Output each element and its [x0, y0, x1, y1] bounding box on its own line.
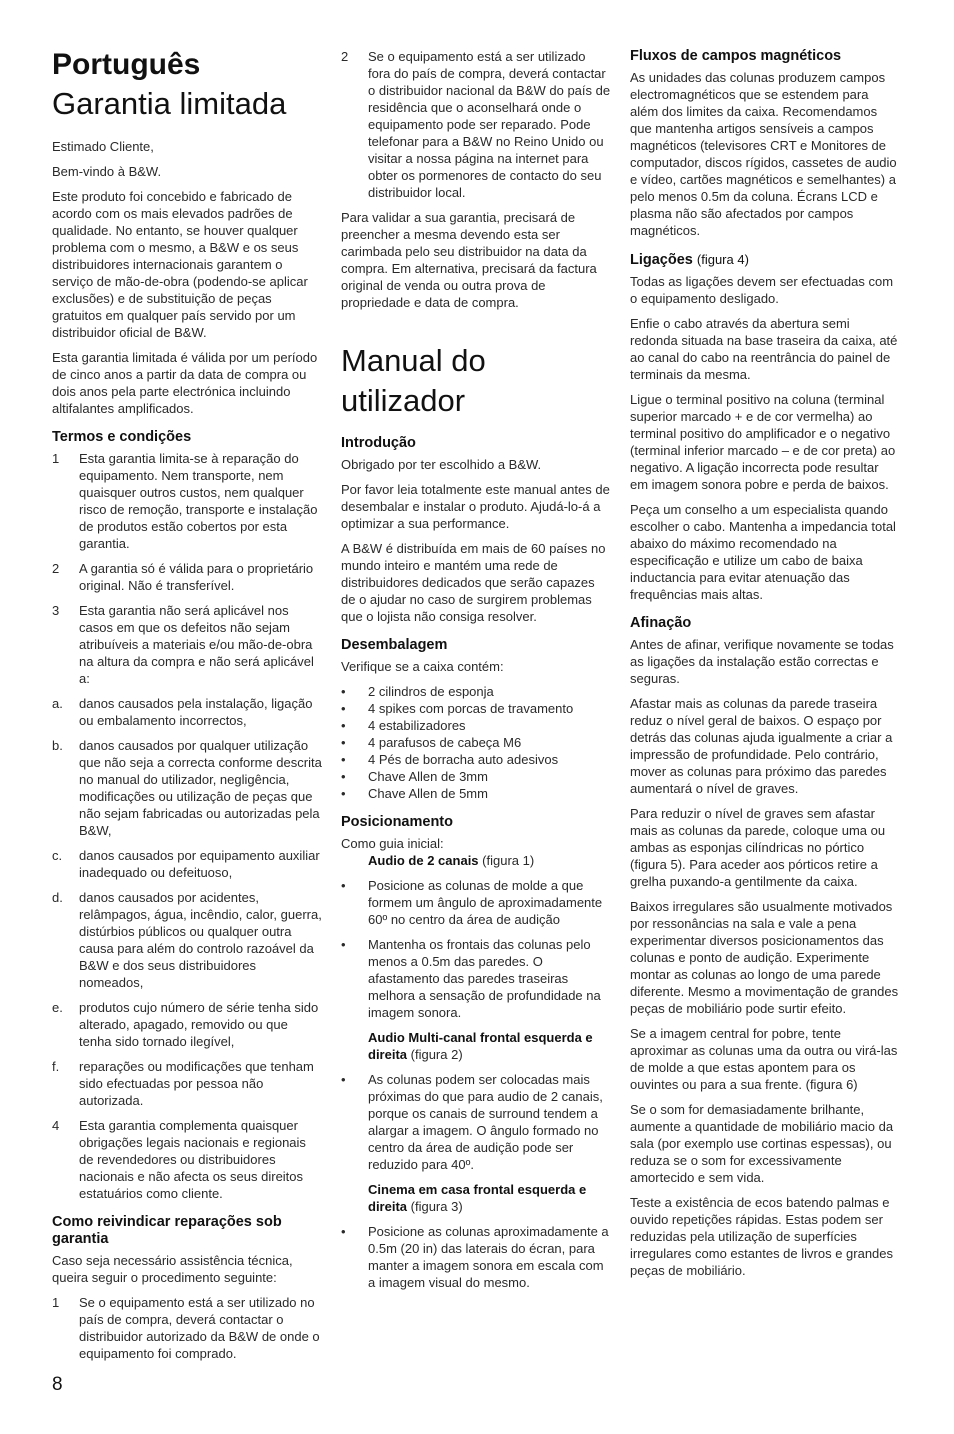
claim-heading: Como reivindicar reparações sob garantia [52, 1214, 282, 1247]
list-item: • 4 Pés de borracha auto adesivos [341, 752, 559, 767]
column-1 [52, 48, 322, 1370]
list-item: • 2 cilindros de esponja [341, 684, 494, 699]
tuning-paragraph: Teste a existência de ecos batendo palmas e ouvido repetições rápidas. Estas podem ser reduzidas pela utilização de superfícies irregulares como estantes de livros e grandes peças de mobiliário. [630, 1195, 894, 1278]
intro-paragraph: Por favor leia totalmente este manual antes de desembalar e instalar o produto. Ajudá-lo-á a optimizar a sua performance. [341, 482, 610, 531]
terms-item: 1 Esta garantia limita-se à reparação do equipamento. Nem transporte, nem quaisquer outros custos, nem qualquer risco de remoção, transporte e instalação de produtos estão cobertos por esta garantia. [52, 451, 318, 551]
list-item: • 4 estabilizadores [341, 718, 466, 733]
claim-intro: Caso seja necessário assistência técnica, queira seguir o procedimento seguinte: [52, 1253, 293, 1285]
multichannel-subheading: Audio Multi-canal frontal esquerda e direita (figura 2) [368, 1030, 593, 1062]
column-2 [341, 48, 611, 1299]
positioning-heading: Posicionamento [341, 814, 453, 830]
terms-item: 4 Esta garantia complementa quaisquer obrigações legais nacionais e regionais de revendedores ou distribuidores nacionais e não afecta os seus direitos estatuários como cliente. [52, 1118, 306, 1201]
cinema-subheading: Cinema em casa frontal esquerda e direita (figura 3) [368, 1182, 587, 1214]
claim-item: 2 Se o equipamento está a ser utilizado fora do país de compra, deverá contactar o distribuidor nacional da B&W do país de residência que o aconselhará onde o equipamento pode ser reparado. Pode telefonar para a B&W no Reino Unido ou visitar a nossa página na internet para obter os pormenores de contacto do seu distribuidor local. [341, 49, 611, 200]
claim-item: 1 Se o equipamento está a ser utilizado no país de compra, deverá contactar o distribuidor autorizado da B&W de onde o equipamento foi comprado. [52, 1295, 320, 1361]
audio2-subheading: Audio de 2 canais (figura 1) [368, 853, 535, 868]
list-item: • 4 parafusos de cabeça M6 [341, 735, 522, 750]
connections-paragraph: Peça um conselho a um especialista quando escolher o cabo. Mantenha a impedancia total abaixo do máximo recomendado na especificação e utilize um cabo de baixa inductancia para evitar atenuação das frequências mais altas. [630, 502, 896, 602]
connections-paragraph: Ligue o terminal positivo na coluna (terminal superior marcado + e de cor vermelha) ao terminal positivo do amplificador e o negativo (terminal inferior marcado – e de cor preta) ao negativo. A ligação incorrecta pode resultar em imagem sonora pobre e perda de baixos. [630, 392, 896, 492]
intro-paragraph: Obrigado por ter escolhido a B&W. [341, 457, 542, 472]
column-3 [630, 48, 900, 1287]
intro-paragraph: A B&W é distribuída em mais de 60 países no mundo inteiro e mantém uma rede de distribuidores dedicados que serão capazes de o ajudar no caso de surgirem problemas que o lojista não consiga resolver. [341, 541, 606, 624]
connections-heading: Ligações (figura 4) [630, 252, 749, 268]
list-item: • As colunas podem ser colocadas mais próximas do que para audio de 2 canais, porque os canais de surround tendem a alargar a imagem. O ângulo formado no centro da área de audição pode ser reduzido para 40º. [341, 1072, 603, 1172]
manual-title: Manual do utilizador [341, 343, 486, 418]
tuning-paragraph: Afastar mais as colunas da parede traseira reduz o nível geral de baixos. O espaço por detrás das colunas ajuda igualmente a criar a impressão de profundidade. Pelo contrário, mover as colunas para próximo das paredes aumentará o nível de graves. [630, 696, 893, 796]
terms-item: d. danos causados por acidentes, relâmpagos, água, incêndio, calor, guerra, distúrbios públicos ou qualquer outra causa para além do controlo razoável da B&W e dos seus distribuidores nomeados, [52, 890, 322, 990]
tuning-paragraph: Baixos irregulares são usualmente motivados por ressonâncias na sala e vale a pena experimentar diversos posicionamentos das colunas e ponto de audição. Experimente montar as colunas ao longo de uma parede diferente. Mesmo a movimentação de grandes peças de mobiliário pode surtir efeito. [630, 899, 899, 1016]
warranty-intro: Este produto foi concebido e fabricado de acordo com os mais elevados padrões de qualidade. No entanto, se houver qualquer problema com o mesmo, a B&W e os seus distribuidores internacionais garantem o serviço de mão-de-obra (podendo-se aplicar exclusões) e de substituição de peças gratuitos em qualquer país servido por um distribuidor oficial de B&W. [52, 189, 308, 340]
terms-item: b. danos causados por qualquer utilização que não seja a correcta conforme descrita no manual do utilizador, negligência, modificações ou utilização de peças que não sejam fabricadas ou autorizadas pela B&W, [52, 738, 322, 838]
list-item: • 4 spikes com porcas de travamento [341, 701, 574, 716]
terms-item: e. produtos cujo número de série tenha sido alterado, apagado, removido ou que tenha sido tornado ilegível, [52, 1000, 319, 1049]
tuning-paragraph: Antes de afinar, verifique novamente se todas as ligações da instalação estão correctas e seguras. [630, 637, 894, 686]
tuning-paragraph: Para reduzir o nível de graves sem afastar mais as colunas da parede, coloque uma ou ambas as esponjas cilíndricas no pórtico (figura 5). Para aceder aos pórticos retire a grelha puxando-a gentilmente da caixa. [630, 806, 886, 889]
unpack-intro: Verifique se a caixa contém: [341, 659, 504, 674]
terms-list [52, 450, 322, 1202]
terms-item: f. reparações ou modificações que tenham sido efectuadas por pessoa não autorizada. [52, 1059, 314, 1108]
tuning-paragraph: Se a imagem central for pobre, tente aproximar as colunas uma da outra ou virá-las de molde a que estas apontem para os ouvintes ou para a sua frente. (figura 6) [630, 1026, 898, 1092]
magnetic-paragraph: As unidades das colunas produzem campos electromagnéticos que se estendem para além dos limites da caixa. Recomendamos que mantenha artigos sensíveis a campos magnéticos (televisores CRT e Monitores de computador, discos rígidos, cassetes de audio e vídeo, cartões magnéticos e semelhantes) a pelo menos 0.5m da coluna. Écrans LCD e plasma não são afectados por campos magnéticos. [630, 70, 897, 238]
list-item: • Chave Allen de 5mm [341, 786, 488, 801]
validate-paragraph: Para validar a sua garantia, precisará de preencher a mesma devendo esta ser carimbada pelo seu distribuidor na data da compra. Em alternativa, precisará da factura original de venda ou outra prova de propriedade e data de compra. [341, 210, 597, 310]
intro-heading: Introdução [341, 435, 416, 451]
unpack-list [341, 683, 611, 802]
positioning-intro: Como guia inicial: [341, 836, 444, 851]
list-item: • Posicione as colunas aproximadamente a 0.5m (20 in) das laterais do écran, para manter a imagem sonora em escala com a imagem visual do mesmo. [341, 1224, 609, 1290]
page-number: 8 [52, 1374, 63, 1395]
terms-item: 2 A garantia só é válida para o proprietário original. Não é transferível. [52, 561, 314, 593]
list-item: • Posicione as colunas de molde a que formem um ângulo de aproximadamente 60º no centro da área de audição [341, 878, 603, 927]
list-item: • Chave Allen de 3mm [341, 769, 488, 784]
connections-paragraph: Enfie o cabo através da abertura semi redonda situada na base traseira da caixa, até ao canal do cabo na reentrância do painel de terminais da mesma. [630, 316, 898, 382]
list-item: • Mantenha os frontais das colunas pelo menos a 0.5m das paredes. O afastamento das paredes traseiras melhora a sensação de profundidade na imagem sonora. [341, 937, 601, 1020]
warranty-title: Garantia limitada [52, 86, 287, 121]
language-heading: Português [52, 48, 201, 81]
salutation: Estimado Cliente, [52, 139, 154, 154]
connections-paragraph: Todas as ligações devem ser efectuadas com o equipamento desligado. [630, 274, 894, 306]
warranty-period: Esta garantia limitada é válida por um período de cinco anos a partir da data de compra ou dois anos pela parte electrónica incluindo altifalantes amplificados. [52, 350, 318, 416]
terms-item: a. danos causados pela instalação, ligação ou embalamento incorrectos, [52, 696, 313, 728]
terms-item: c. danos causados por equipamento auxiliar inadequado ou defeituoso, [52, 848, 320, 880]
terms-item: 3 Esta garantia não será aplicável nos casos em que os defeitos não sejam atribuíveis a materiais e/ou mão-de-obra na altura da compra e não será aplicável a: [52, 603, 314, 686]
terms-heading: Termos e condições [52, 429, 192, 445]
tuning-heading: Afinação [630, 615, 692, 631]
tuning-paragraph: Se o som for demasiadamente brilhante, aumente a quantidade de mobiliário macio da sala (por exemplo use cortinas espessas), ou reduza se o som for excessivamente amortecido e sem vida. [630, 1102, 894, 1185]
unpack-heading: Desembalagem [341, 637, 448, 653]
welcome: Bem-vindo à B&W. [52, 164, 162, 179]
magnetic-heading: Fluxos de campos magnéticos [630, 48, 842, 64]
